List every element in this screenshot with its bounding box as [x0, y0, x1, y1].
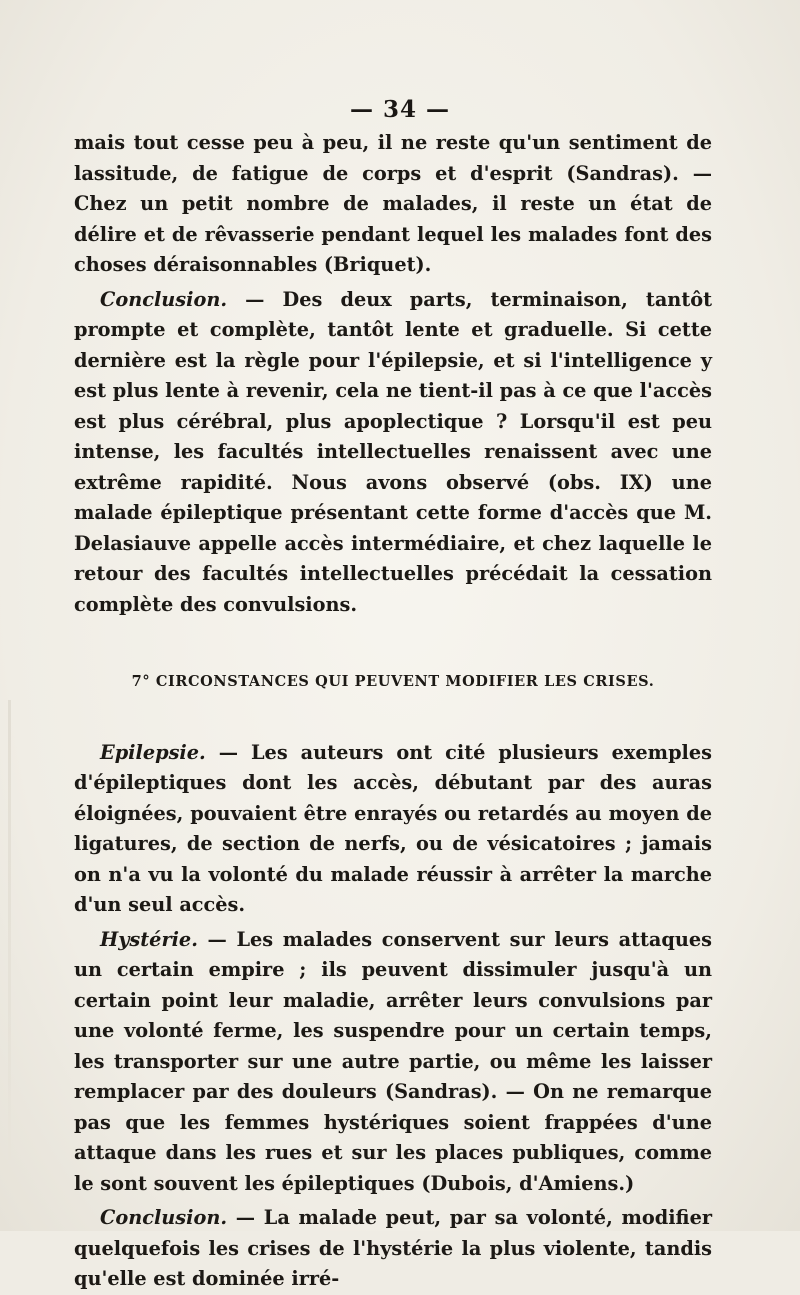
epilepsie-text: — Les auteurs ont cité plusieurs exemples d'épileptiques dont les accès, débutant par des auras éloignées, pouvaient être enrayés ou retardés au moyen de ligatures, de section de nerfs, ou de vésicatoires ; jamais on n'a vu la volonté du malade réussir à arrêter la marche d'un seul accès. [74, 740, 712, 916]
conclusion-2-lead: Conclusion. [100, 1206, 228, 1229]
page-fold-shadow [8, 700, 11, 1160]
epilepsie-paragraph [74, 738, 712, 921]
section-heading: 7° CIRCONSTANCES QUI PEUVENT MODIFIER LES CRISES. [131, 673, 655, 690]
conclusion-paragraph-1 [74, 285, 712, 621]
continuation-paragraph: mais tout cesse peu à peu, il ne reste qu'un sentiment de lassitude, de fatigue de corps et d'esprit (Sandras). — Chez un petit nombre de malades, il reste un état de délire et de rêvasserie pendant lequel les malades font des choses déraisonnables (Briquet). [74, 131, 712, 276]
conclusion-lead: Conclusion. [100, 287, 228, 311]
epilepsie-lead: Epilepsie. [100, 740, 206, 764]
conclusion-paragraph-2 [74, 1203, 712, 1295]
conclusion-text: — Des deux parts, terminaison, tantôt prompte et complète, tantôt lente et graduelle. Si cette dernière est la règle pour l'épilepsie, et si l'intelligence y est plus lente à revenir, cela ne tient-il pas à ce que l'accès est plus cérébral, plus apoplectique ? Lorsqu'il est peu intense, les facultés intellectuelles renaissent avec une extrême rapidité. Nous avons observé (obs. IX) une malade épileptique présentant cette forme d'accès que M. Delasiauve appelle accès intermédiaire, et chez laquelle le retour des facultés intellectuelles précédait la cessation complète des convulsions. [74, 287, 712, 616]
hysterie-lead: Hystérie. [100, 927, 198, 951]
hysterie-paragraph [74, 925, 712, 1200]
page-number: — 34 — [349, 96, 451, 123]
conclusion-2-text: — La malade peut, par sa volonté, modifier quelquefois les crises de l'hystérie la plus violente, tandis qu'elle est dominée irré- [74, 1206, 712, 1290]
hysterie-text: — Les malades conservent sur leurs attaques un certain empire ; ils peuvent dissimuler jusqu'à un certain point leur maladie, arrêter leurs convulsions par une volonté ferme, les suspendre pour un certain temps, les transporter sur une autre partie, ou même les laisser remplacer par des douleurs (Sandras). — On ne remarque pas que les femmes hystériques soient frappées d'une attaque dans les rues et sur les places publiques, comme le sont souvent les épileptiques (Dubois, d'Amiens.) [74, 927, 712, 1195]
body-text [74, 128, 712, 1295]
